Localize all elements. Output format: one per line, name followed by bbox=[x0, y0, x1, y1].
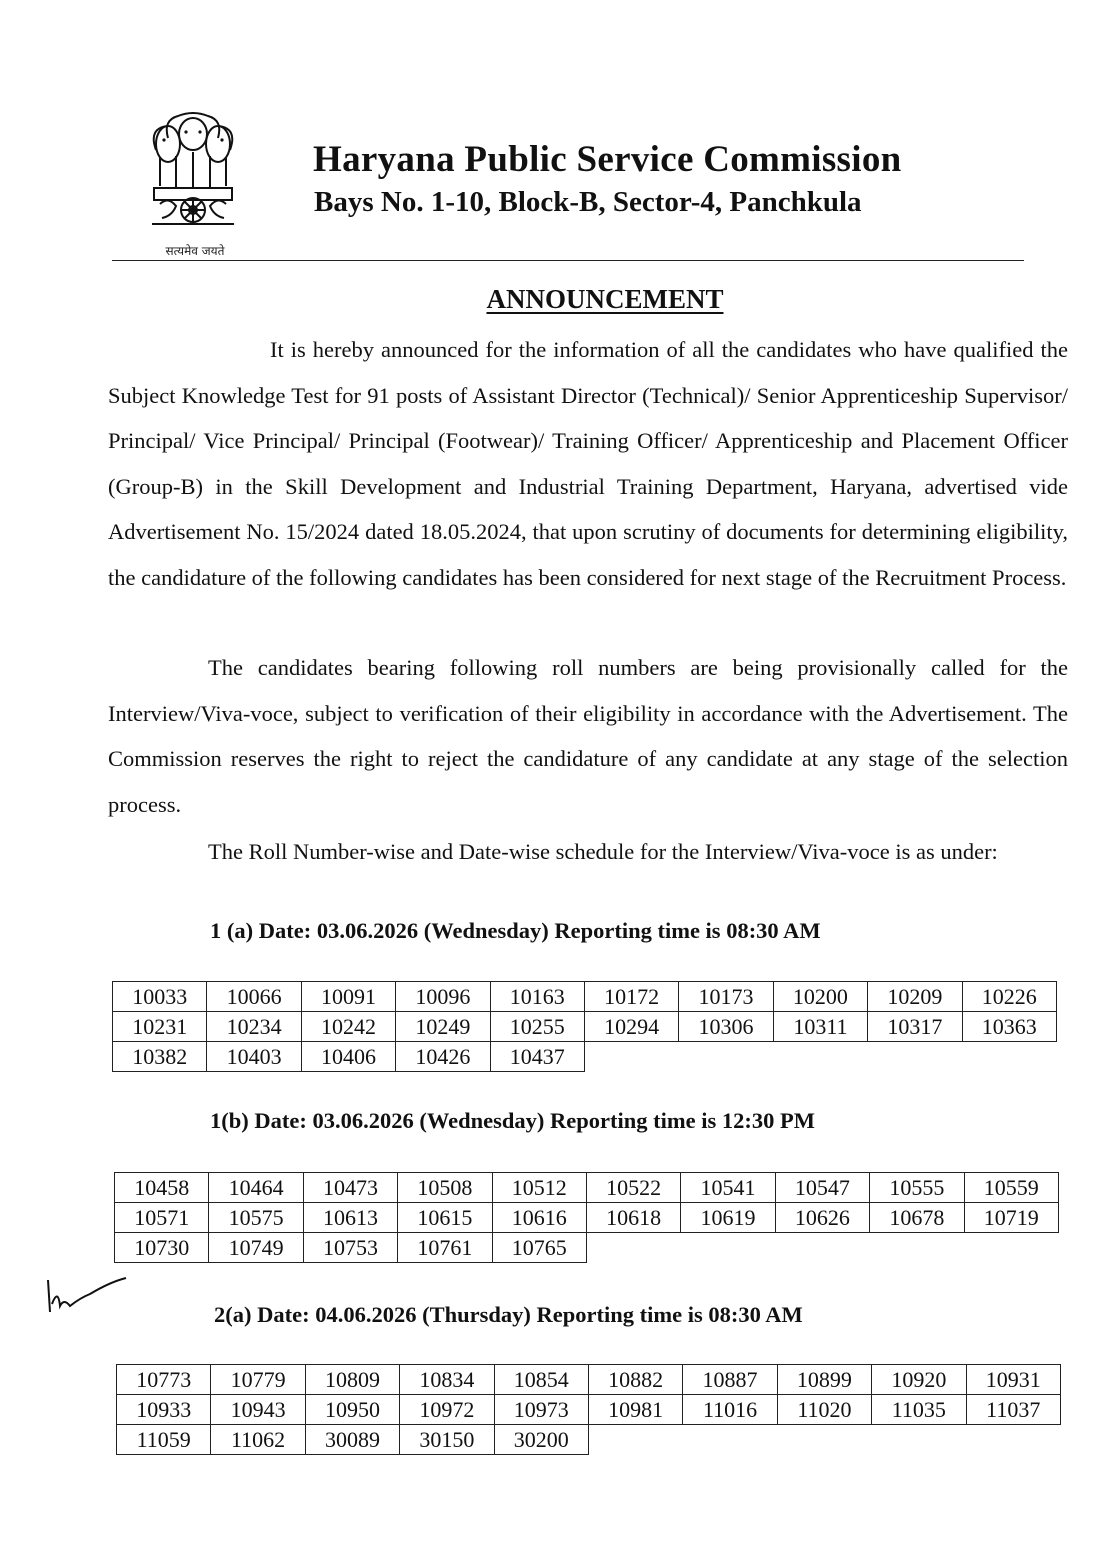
roll-number-cell: 10943 bbox=[211, 1395, 305, 1425]
roll-number-cell: 10618 bbox=[586, 1203, 680, 1233]
roll-number-cell: 10678 bbox=[870, 1203, 964, 1233]
table-row bbox=[115, 1203, 1059, 1233]
roll-number-cell: 10615 bbox=[398, 1203, 492, 1233]
roll-number-cell: 10242 bbox=[301, 1012, 395, 1042]
empty-cell bbox=[964, 1233, 1058, 1263]
roll-number-cell: 10226 bbox=[962, 982, 1056, 1012]
roll-number-cell: 10249 bbox=[396, 1012, 490, 1042]
roll-number-cell: 10547 bbox=[775, 1173, 869, 1203]
empty-cell bbox=[868, 1042, 962, 1072]
roll-number-cell: 10200 bbox=[773, 982, 867, 1012]
roll-number-cell: 10091 bbox=[301, 982, 395, 1012]
empty-cell bbox=[872, 1425, 966, 1455]
roll-number-cell: 10899 bbox=[777, 1365, 871, 1395]
table-row bbox=[117, 1395, 1061, 1425]
national-emblem-icon bbox=[138, 108, 248, 258]
table-row bbox=[113, 1012, 1057, 1042]
roll-number-cell: 10613 bbox=[303, 1203, 397, 1233]
roll-number-cell: 10382 bbox=[113, 1042, 207, 1072]
roll-number-cell: 10854 bbox=[494, 1365, 588, 1395]
roll-number-cell: 10512 bbox=[492, 1173, 586, 1203]
schedule-heading-1b: 1(b) Date: 03.06.2026 (Wednesday) Reporting time is 12:30 PM bbox=[210, 1108, 815, 1133]
roll-number-cell: 11059 bbox=[117, 1425, 211, 1455]
roll-number-cell: 10559 bbox=[964, 1173, 1058, 1203]
roll-number-table-1a bbox=[112, 981, 1057, 1072]
roll-number-table-1b bbox=[114, 1172, 1059, 1263]
empty-cell bbox=[962, 1042, 1056, 1072]
roll-number-cell: 10426 bbox=[396, 1042, 490, 1072]
roll-number-cell: 30200 bbox=[494, 1425, 588, 1455]
roll-number-cell: 10473 bbox=[303, 1173, 397, 1203]
roll-number-cell: 10753 bbox=[303, 1233, 397, 1263]
announcement-paragraph-2: The candidates bearing following roll numbers are being provisionally called for the Interview/Viva-voce, subject to verification of their eligibility in accordance with the Advertisement. The Commission reserves the right to reject the candidature of any candidate at any stage of the selection process. bbox=[108, 655, 1068, 817]
roll-number-cell: 10933 bbox=[117, 1395, 211, 1425]
empty-cell bbox=[584, 1042, 678, 1072]
roll-number-cell: 10719 bbox=[964, 1203, 1058, 1233]
table-row bbox=[115, 1233, 1059, 1263]
roll-number-cell: 10294 bbox=[584, 1012, 678, 1042]
roll-number-cell: 10317 bbox=[868, 1012, 962, 1042]
empty-cell bbox=[683, 1425, 777, 1455]
roll-number-cell: 10403 bbox=[207, 1042, 301, 1072]
roll-number-cell: 10172 bbox=[584, 982, 678, 1012]
roll-number-cell: 11037 bbox=[966, 1395, 1060, 1425]
roll-number-table-2a bbox=[116, 1364, 1061, 1455]
roll-number-cell: 10311 bbox=[773, 1012, 867, 1042]
roll-number-cell: 10437 bbox=[490, 1042, 584, 1072]
roll-number-cell: 10981 bbox=[588, 1395, 682, 1425]
roll-number-cell: 10619 bbox=[681, 1203, 775, 1233]
roll-number-cell: 10173 bbox=[679, 982, 773, 1012]
roll-number-cell: 30150 bbox=[400, 1425, 494, 1455]
roll-number-cell: 10575 bbox=[209, 1203, 303, 1233]
schedule-heading-2a: 2(a) Date: 04.06.2026 (Thursday) Reporting time is 08:30 AM bbox=[214, 1302, 803, 1327]
roll-number-cell: 11035 bbox=[872, 1395, 966, 1425]
roll-number-cell: 30089 bbox=[305, 1425, 399, 1455]
roll-number-cell: 11016 bbox=[683, 1395, 777, 1425]
roll-number-cell: 10834 bbox=[400, 1365, 494, 1395]
roll-number-cell: 10555 bbox=[870, 1173, 964, 1203]
roll-number-cell: 10882 bbox=[588, 1365, 682, 1395]
roll-number-cell: 10458 bbox=[115, 1173, 209, 1203]
roll-number-cell: 10920 bbox=[872, 1365, 966, 1395]
organization-address: Bays No. 1-10, Block-B, Sector-4, Panchkula bbox=[314, 186, 862, 218]
roll-number-cell: 11062 bbox=[211, 1425, 305, 1455]
roll-number-cell: 10626 bbox=[775, 1203, 869, 1233]
roll-number-cell: 10209 bbox=[868, 982, 962, 1012]
roll-number-cell: 11020 bbox=[777, 1395, 871, 1425]
roll-number-cell: 10163 bbox=[490, 982, 584, 1012]
roll-number-cell: 10363 bbox=[962, 1012, 1056, 1042]
handwritten-initials bbox=[40, 1268, 130, 1333]
roll-number-cell: 10306 bbox=[679, 1012, 773, 1042]
roll-number-cell: 10931 bbox=[966, 1365, 1060, 1395]
table-row bbox=[117, 1425, 1061, 1455]
schedule-heading-1a: 1 (a) Date: 03.06.2026 (Wednesday) Reporting time is 08:30 AM bbox=[210, 918, 821, 943]
roll-number-cell: 10541 bbox=[681, 1173, 775, 1203]
table-row bbox=[113, 982, 1057, 1012]
roll-number-cell: 10887 bbox=[683, 1365, 777, 1395]
roll-number-cell: 10730 bbox=[115, 1233, 209, 1263]
roll-number-cell: 10066 bbox=[207, 982, 301, 1012]
roll-number-cell: 10761 bbox=[398, 1233, 492, 1263]
roll-number-cell: 10508 bbox=[398, 1173, 492, 1203]
roll-number-cell: 10765 bbox=[492, 1233, 586, 1263]
roll-number-cell: 10571 bbox=[115, 1203, 209, 1233]
roll-number-cell: 10234 bbox=[207, 1012, 301, 1042]
announcement-paragraph-1: It is hereby announced for the information of all the candidates who have qualified the Subject Knowledge Test for 91 posts of Assistant Director (Technical)/ Senior Apprenticeship Supervisor/ Principal/ Vice Principal/ Principal (Footwear)/ Training Officer/ Apprenticeship and Placement Officer (Group-B) in the Skill Development and Industrial Training Department, Haryana, advertised vide Advertisement No. 15/2024 dated 18.05.2024, that upon scrutiny of documents for determining eligibility, the candidature of the following candidates has been considered for next stage of the Recruitment Process. bbox=[108, 337, 1068, 590]
empty-cell bbox=[870, 1233, 964, 1263]
roll-number-cell: 10616 bbox=[492, 1203, 586, 1233]
empty-cell bbox=[588, 1425, 682, 1455]
roll-number-cell: 10773 bbox=[117, 1365, 211, 1395]
announcement-title: ANNOUNCEMENT bbox=[486, 284, 724, 314]
roll-number-cell: 10231 bbox=[113, 1012, 207, 1042]
roll-number-cell: 10522 bbox=[586, 1173, 680, 1203]
roll-number-cell: 10809 bbox=[305, 1365, 399, 1395]
emblem-motto: सत्यमेव जयते bbox=[165, 244, 225, 258]
empty-cell bbox=[586, 1233, 680, 1263]
empty-cell bbox=[777, 1425, 871, 1455]
roll-number-cell: 10779 bbox=[211, 1365, 305, 1395]
roll-number-cell: 10406 bbox=[301, 1042, 395, 1072]
empty-cell bbox=[966, 1425, 1060, 1455]
table-row bbox=[113, 1042, 1057, 1072]
organization-name: Haryana Public Service Commission bbox=[313, 139, 902, 180]
empty-cell bbox=[681, 1233, 775, 1263]
table-row bbox=[115, 1173, 1059, 1203]
roll-number-cell: 10950 bbox=[305, 1395, 399, 1425]
header-divider bbox=[112, 260, 1024, 261]
roll-number-cell: 10464 bbox=[209, 1173, 303, 1203]
roll-number-cell: 10749 bbox=[209, 1233, 303, 1263]
roll-number-cell: 10096 bbox=[396, 982, 490, 1012]
empty-cell bbox=[773, 1042, 867, 1072]
roll-number-cell: 10255 bbox=[490, 1012, 584, 1042]
empty-cell bbox=[679, 1042, 773, 1072]
announcement-paragraph-3: The Roll Number-wise and Date-wise schedule for the Interview/Viva-voce is as under: bbox=[208, 839, 998, 864]
roll-number-cell: 10972 bbox=[400, 1395, 494, 1425]
roll-number-cell: 10033 bbox=[113, 982, 207, 1012]
table-row bbox=[117, 1365, 1061, 1395]
empty-cell bbox=[775, 1233, 869, 1263]
roll-number-cell: 10973 bbox=[494, 1395, 588, 1425]
